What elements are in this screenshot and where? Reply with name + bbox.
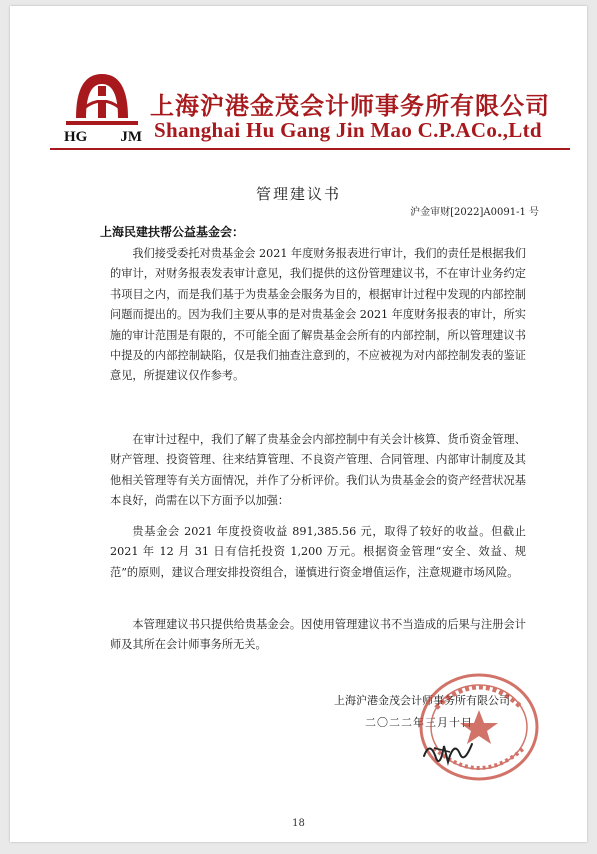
firm-name-chinese: 上海沪港金茂会计师事务所有限公司 [150,91,550,120]
body-paragraph: 我们接受委托对贵基金会 2021 年度财务报表进行审计，我们的责任是根据我们的审计，对财务报表发表审计意见，我们提供的这份管理建议书，不在审计业务约定书项目之内，而是我们基于为贵基金会服务为目的，根据审计过程中发现的内部控制问题而提出的。因为我们主要从事的是对贵基金会 2021 年度财务报表的审计，所实施的审计范围是有限的，不可能全面了解贵基金会所有的内部控制，所以管理建议书中提及的内部控制缺陷，仅是我们抽查注意到的，不应被视为对内部控制发表的鉴证意见，所提建议仅作参考。 [110,247,526,383]
logo-initials-left: HG [64,129,88,145]
letterhead [10,6,587,156]
document-title: 管理建议书 [255,185,341,203]
reference-number: 沪金审财[2022]A0091-1 号 [410,207,539,218]
handwritten-signature-icon [420,734,480,770]
page-number: 18 [292,818,305,829]
body-paragraph: 本管理建议书只提供给贵基金会。因使用管理建议书不当造成的后果与注册会计师及其所在会计师事务所无关。 [110,618,526,652]
body-paragraph: 在审计过程中，我们了解了贵基金会内部控制中有关会计核算、货币资金管理、财产管理、投资管理、往来结算管理、不良资产管理、合同管理、内部审计制度及其他相关管理等有关方面情况，并作了分析评价。我们认为贵基金会的资产经营状况基本良好，尚需在以下方面予以加强： [110,433,526,508]
signing-date: 二〇二二年三月十日 [365,716,473,729]
salutation: 上海民建扶帮公益基金会： [100,225,245,239]
firm-name-english: Shanghai Hu Gang Jin Mao C.P.ACo.,Ltd [154,118,542,142]
signing-firm: 上海沪港金茂会计师事务所有限公司 [334,694,510,707]
body-paragraph: 贵基金会 2021 年度投资收益 891,385.56 元，取得了较好的收益。但截止 2021 年 12 月 31 日有信托投资 1,200 万元。根据资金管理“安全、效益、规范”的原则，建议合理安排投资组合，谨慎进行资金增值运作，注意规避市场风险。 [110,525,526,579]
document-page [10,6,587,842]
logo-initials-right: JM [120,129,142,145]
header-divider [50,148,570,150]
logo-initials [64,129,142,146]
